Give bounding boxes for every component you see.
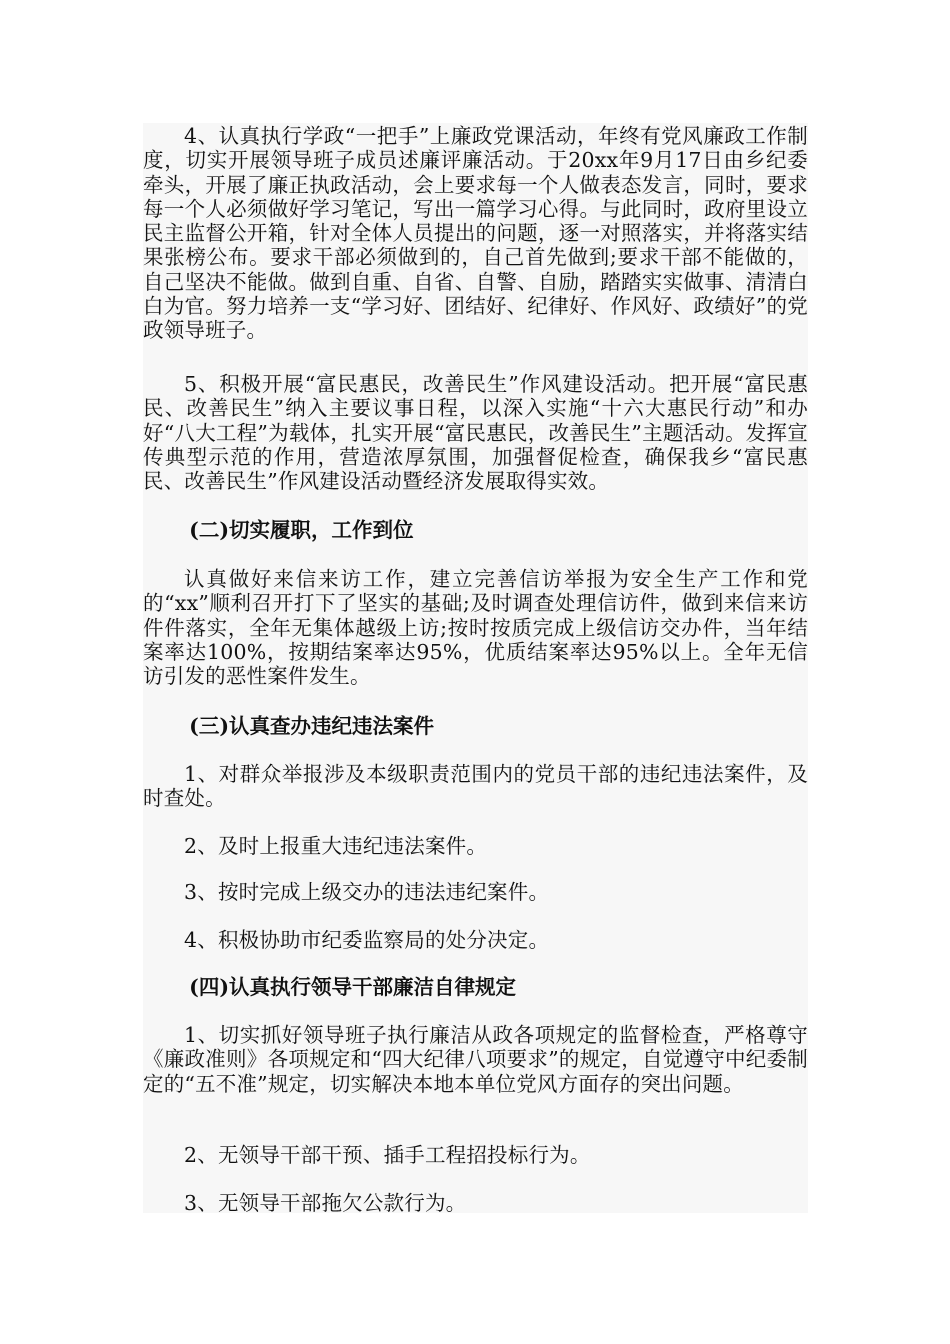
case-item-1: 1、对群众举报涉及本级职责范围内的党员干部的违纪违法案件，及时查处。 bbox=[143, 762, 808, 811]
case-item-4: 4、积极协助市纪委监察局的处分决定。 bbox=[184, 928, 550, 952]
paragraph-item-5: 5、积极开展“富民惠民，改善民生”作风建设活动。把开展“富民惠民、改善民生”纳入主要议事日程，以深入实施“十六大惠民行动”和办好“八大工程”为载体，扎实开展“富民惠民，改善民生”主题活动。发挥宣传典型示范的作用，营造浓厚氛围，加强督促检查，确保我乡“富民惠民、改善民生”作风建设活动暨经济发展取得实效。 bbox=[143, 372, 808, 494]
rule-item-2: 2、无领导干部干预、插手工程招投标行为。 bbox=[184, 1143, 591, 1167]
section-heading-4: (四)认真执行领导干部廉洁自律规定 bbox=[189, 975, 517, 999]
case-item-3: 3、按时完成上级交办的违法违纪案件。 bbox=[184, 880, 550, 904]
paragraph-item-4: 4、认真执行学政“一把手”上廉政党课活动，年终有党风廉政工作制度，切实开展领导班子成员述廉评廉活动。于20xx年9月17日由乡纪委牵头，开展了廉正执政活动，会上要求每一个人做表态发言，同时，要求每一个人必须做好学习笔记，写出一篇学习心得。与此同时，政府里设立民主监督公开箱，针对全体人员提出的问题，逐一对照落实，并将落实结果张榜公布。要求干部必须做到的，自己首先做到;要求干部不能做的，自己坚决不能做。做到自重、自省、自警、自励，踏踏实实做事、清清白白为官。努力培养一支“学习好、团结好、纪律好、作风好、政绩好”的党政领导班子。 bbox=[143, 124, 808, 343]
section-heading-2: (二)切实履职，工作到位 bbox=[189, 518, 414, 542]
rule-item-3: 3、无领导干部拖欠公款行为。 bbox=[184, 1191, 467, 1215]
rule-item-1: 1、切实抓好领导班子执行廉洁从政各项规定的监督检查，严格尊守《廉政准则》各项规定和“四大纪律八项要求”的规定，自觉遵守中纪委制定的“五不准”规定，切实解决本地本单位党风方面存的突出问题。 bbox=[143, 1023, 808, 1096]
section-heading-3: (三)认真查办违纪违法案件 bbox=[189, 714, 435, 738]
paragraph-xinfang: 认真做好来信来访工作，建立完善信访举报为安全生产工作和党的“xx”顺利召开打下了坚实的基础;及时调查处理信访件，做到来信来访件件落实，全年无集体越级上访;按时按质完成上级信访交办件，当年结案率达100%，按期结案率达95%，优质结案率达95%以上。全年无信访引发的恶性案件发生。 bbox=[143, 567, 808, 689]
case-item-2: 2、及时上报重大违纪违法案件。 bbox=[184, 834, 488, 858]
